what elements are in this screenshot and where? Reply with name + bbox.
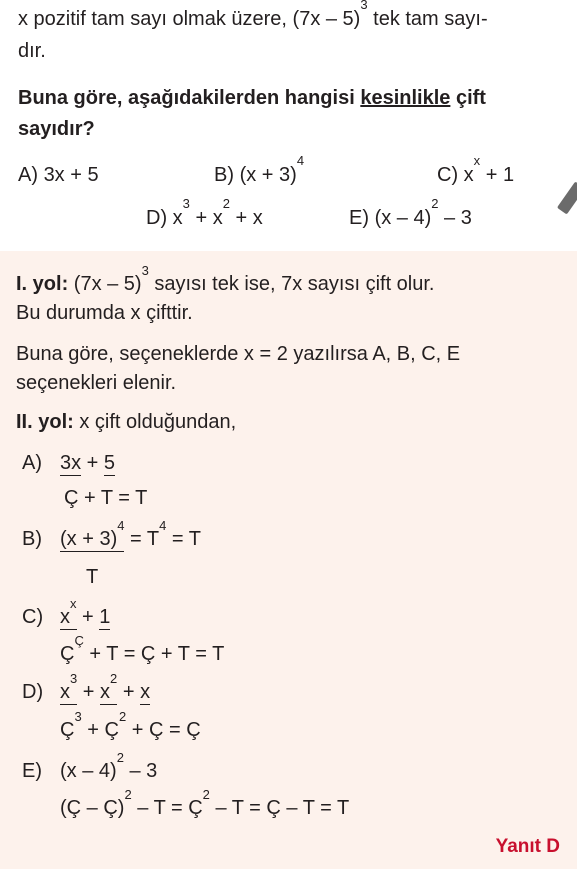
sol-e-expr: (x – 4)$^2$ – 3 bbox=[60, 750, 158, 782]
sol-b-under: T bbox=[86, 566, 99, 588]
option-e: E) (x – 4)$^2$ – 3 bbox=[349, 196, 472, 229]
sol-b-expr: $(x + 3)^4 = T^4 = T$ bbox=[60, 518, 202, 550]
para2-line-1: Buna göre, seçeneklerde x = 2 yazılırsa A, B, C, E bbox=[16, 343, 461, 365]
sol-c-result: $Ç^Ç + T$ = Ç + T = T bbox=[60, 633, 225, 665]
para2-line-2: seçenekleri elenir. bbox=[16, 372, 177, 394]
pencil-icon bbox=[557, 181, 577, 214]
sol-a-expr: 3x + 5 bbox=[60, 452, 116, 474]
sol-d-result: $Ç^3$ + $Ç^2$ + Ç = Ç bbox=[60, 709, 201, 741]
answer-label: Yanıt D bbox=[495, 836, 560, 857]
option-d: D) $x^3 + x^2 + x$ bbox=[146, 196, 263, 229]
question-prompt-line-2: sayıdır? bbox=[18, 118, 95, 140]
question-prompt: Buna göre, aşağıdakilerden hangisi kesinlikle çift bbox=[18, 87, 486, 109]
sol-a-result: Ç + T = T bbox=[64, 487, 148, 509]
option-a: A) 3x + 5 bbox=[18, 164, 99, 186]
keyword-kesinlikle: kesinlikle bbox=[360, 87, 451, 109]
option-c: C) $x^x + 1$ bbox=[437, 153, 515, 186]
question-line-2: dır. bbox=[18, 40, 46, 62]
sol-c-expr: $x^x + 1$ bbox=[60, 596, 111, 628]
sol-a-label: A) bbox=[22, 452, 42, 474]
question-line-1: x pozitif tam sayı olmak üzere, (7x – 5)$^3$ tek tam sayı- bbox=[18, 0, 488, 30]
way2-line: II. yol: x çift olduğundan, bbox=[16, 411, 237, 433]
option-b: B) $(x + 3)^4$ bbox=[214, 153, 305, 186]
sol-c-label: C) bbox=[22, 606, 44, 628]
sol-b-label: B) bbox=[22, 528, 42, 550]
sol-d-expr: $x^3 + x^2 + x$ bbox=[60, 671, 151, 703]
sol-d-label: D) bbox=[22, 681, 44, 703]
sol-e-result: (Ç – Ç)$^2$ – $T = Ç^2 - T$ = Ç – T = T bbox=[60, 787, 350, 819]
way1-line-1: I. yol: (7x – 5)$^3$ sayısı tek ise, 7x sayısı çift olur. bbox=[16, 263, 435, 295]
sol-e-label: E) bbox=[22, 760, 42, 782]
way1-line-2: Bu durumda x çifttir. bbox=[16, 302, 193, 324]
